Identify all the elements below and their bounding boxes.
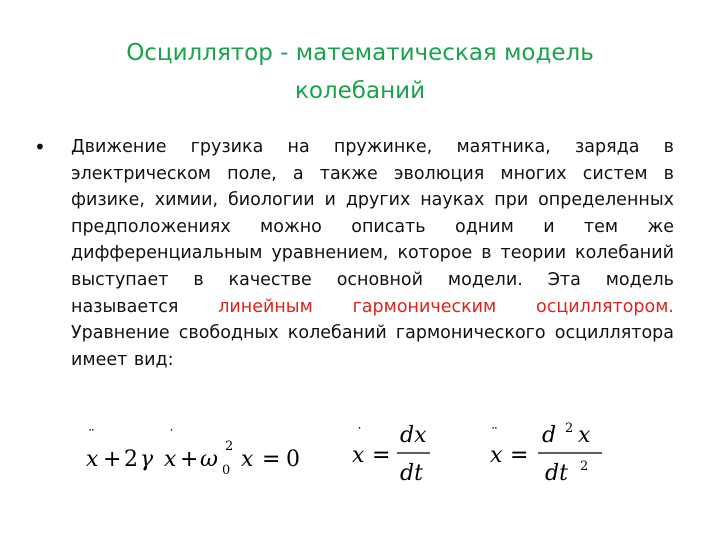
eq1-coef: 2 — [124, 447, 138, 472]
text-outro: Уравнение свободных колебаний гармонического осциллятора имеет вид: — [71, 323, 674, 370]
eq1-sup: 2 — [225, 439, 234, 454]
eq2-denominator: dt — [400, 461, 423, 486]
eq2-equals: = — [372, 443, 391, 468]
eq1-sub: 0 — [222, 463, 231, 478]
double-dot-mark-2: ¨ — [491, 426, 498, 442]
eq2-x: x — [352, 443, 365, 468]
eq3-equals: = — [510, 443, 529, 468]
eq3-num-sup: 2 — [565, 421, 574, 436]
eq1-zero: 0 — [286, 447, 300, 472]
eq3-numerator: d — [542, 423, 557, 448]
acceleration-equation — [490, 421, 602, 486]
eq1-plus-1: + — [103, 447, 122, 472]
single-dot-mark-2: ˙ — [356, 426, 363, 442]
eq1-x-dot: x — [164, 447, 177, 472]
single-dot-mark: ˙ — [168, 428, 175, 444]
eq3-denominator: dt — [545, 461, 568, 486]
eq1-equals: = — [262, 447, 281, 472]
highlight-term: линейным гармоническим осциллятором. — [218, 296, 674, 317]
oscillator-equation — [86, 428, 300, 478]
eq1-x: x — [241, 447, 254, 472]
eq1-plus-2: + — [180, 447, 199, 472]
eq3-num-var: x — [578, 423, 591, 448]
slide-title: Осциллятор - математическая модель колебаний — [126, 40, 594, 104]
double-dot-mark: ¨ — [88, 428, 95, 444]
text-intro: Движение грузика на пружинке, маятника, заряда в электрическом поле, а также эволюция многих систем в физике, химии, биологии и других науках при определенных предположениях можно описать одним и тем же дифференциальным уравнением, которое в теории колебаний выступает в качестве основной модели. Эта модель называется — [71, 137, 674, 317]
eq3-x: x — [490, 443, 503, 468]
eq2-numerator: dx — [400, 423, 427, 448]
eq1-x-ddot: x — [86, 447, 99, 472]
eq1-omega: ω — [200, 447, 218, 472]
bullet-dot: • — [34, 135, 46, 159]
eq3-den-sup: 2 — [580, 459, 589, 474]
velocity-equation — [352, 423, 430, 486]
eq1-gamma: γ — [140, 447, 154, 472]
